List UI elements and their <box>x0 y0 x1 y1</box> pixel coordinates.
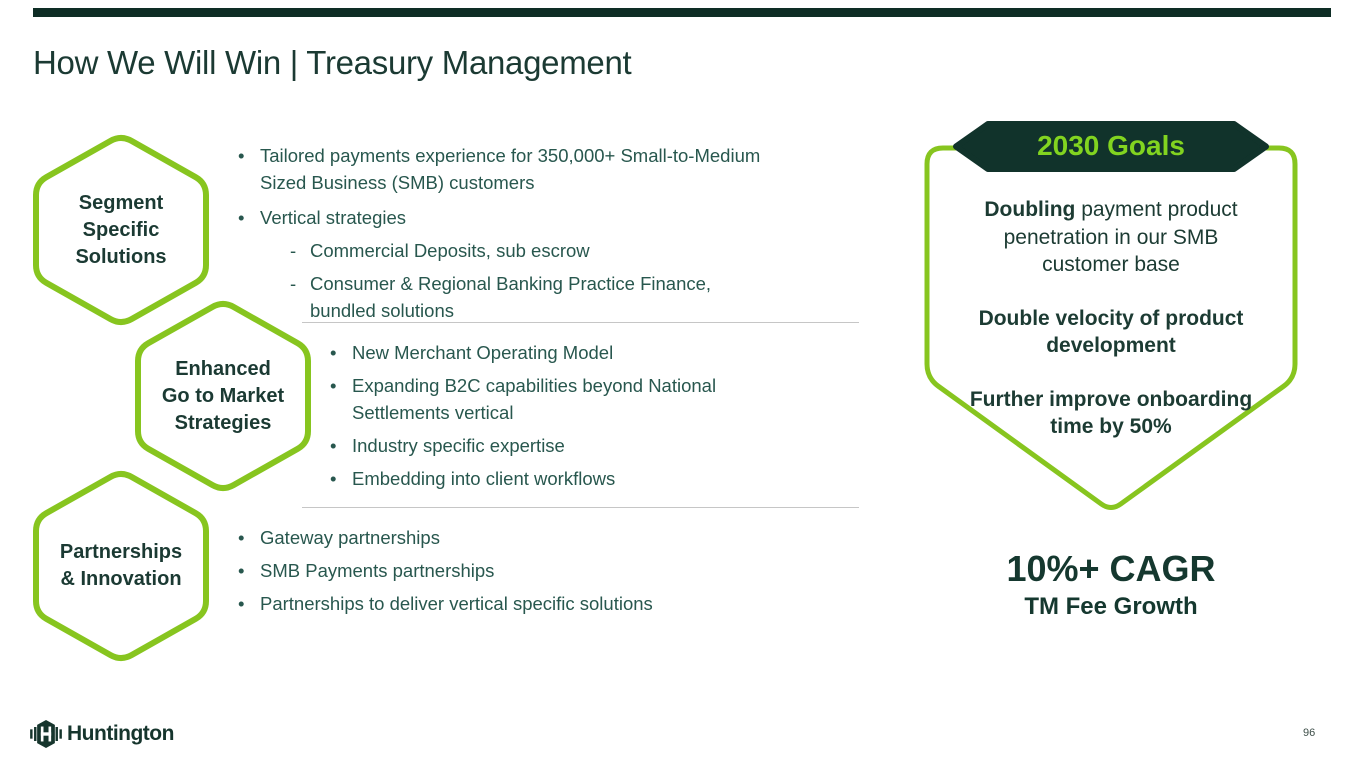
huntington-hexagon-icon <box>30 720 62 748</box>
bullet-item: • Vertical strategies <box>238 204 798 231</box>
bullet-item: • Tailored payments experience for 350,000+ Small-to-Medium Sized Business (SMB) customers <box>238 142 798 196</box>
bullet-item: • Expanding B2C capabilities beyond National Settlements vertical <box>330 372 775 426</box>
section-divider <box>302 507 859 508</box>
bullet-item: • Industry specific expertise <box>330 432 775 459</box>
page-title: How We Will Win | Treasury Management <box>33 44 632 81</box>
goal-item: Further improve onboarding time by 50% <box>969 387 1253 438</box>
goal-item: Double velocity of product development <box>978 306 1244 357</box>
sub-bullet-group <box>290 237 760 324</box>
sub-bullet-item: - Consumer & Regional Banking Practice Finance, bundled solutions <box>290 270 760 324</box>
hexagon-label: Segment Specific Solutions <box>75 191 167 268</box>
huntington-logo <box>30 720 174 748</box>
go-to-market-bullet-list <box>330 339 775 492</box>
top-accent-bar <box>33 8 1331 17</box>
bullet-item: • Gateway partnerships <box>238 524 798 551</box>
sub-bullet-item: - Commercial Deposits, sub escrow <box>290 237 760 264</box>
goals-text-block <box>961 196 1261 467</box>
cagr-block <box>950 549 1272 622</box>
goal-item <box>961 196 1261 279</box>
bullet-item: • Partnerships to deliver vertical specific solutions <box>238 590 798 617</box>
hexagon-label: Partnerships & Innovation <box>59 541 183 590</box>
logo-wordmark: Huntington <box>67 722 174 745</box>
bullet-item: • New Merchant Operating Model <box>330 339 775 366</box>
hexagon-enhanced-go-to-market <box>134 297 312 495</box>
page-number: 96 <box>1303 727 1316 739</box>
partnerships-bullet-list <box>238 524 798 617</box>
section-divider <box>302 322 859 323</box>
hexagon-partnerships-innovation <box>32 467 210 665</box>
goals-banner <box>950 120 1272 173</box>
bullet-item: • SMB Payments partnerships <box>238 557 798 584</box>
hexagon-label: Enhanced Go to Market Strategies <box>161 357 285 434</box>
goal-emphasis: Doubling <box>984 198 1076 221</box>
goal-text: payment product penetration in our SMB customer base <box>1003 198 1238 276</box>
cagr-value: 10%+ CAGR <box>1006 548 1216 589</box>
goals-banner-title: 2030 Goals <box>1037 129 1185 161</box>
cagr-label: TM Fee Growth <box>1024 593 1198 620</box>
bullet-item: • Embedding into client workflows <box>330 465 775 492</box>
segment-solutions-bullet-list <box>238 142 798 324</box>
